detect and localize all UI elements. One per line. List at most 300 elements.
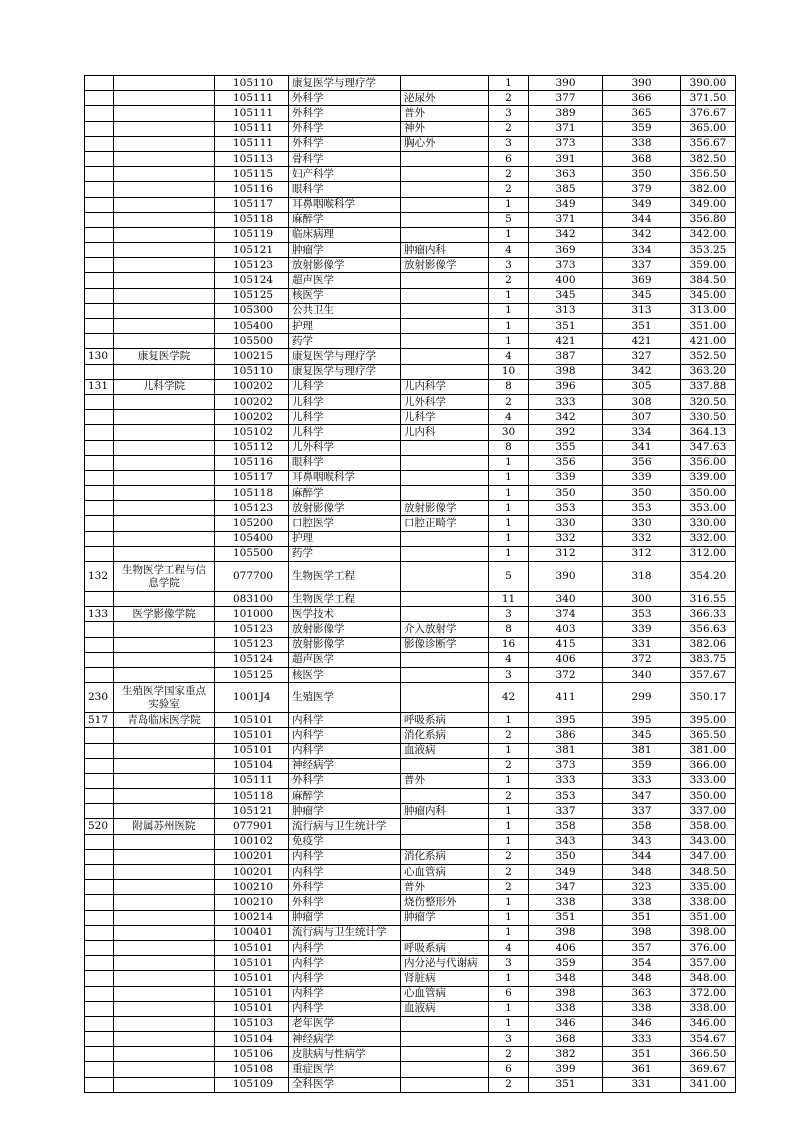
avg-score-cell: 351.00 [681, 319, 736, 334]
major-name-cell: 生物医学工程 [289, 562, 401, 592]
college-code-cell [85, 804, 114, 819]
college-name-cell [114, 288, 215, 303]
min-score-cell: 381 [603, 743, 681, 758]
avg-score-cell: 369.67 [681, 1062, 736, 1077]
admit-count-cell: 1 [489, 895, 529, 910]
major-name-cell: 皮肤病与性病学 [289, 1047, 401, 1062]
college-code-cell [85, 910, 114, 925]
major-code-cell: 105124 [215, 652, 289, 667]
direction-cell [401, 789, 489, 804]
max-score-cell: 338 [529, 1001, 603, 1016]
college-code-cell [85, 334, 114, 349]
direction-cell [401, 531, 489, 546]
min-score-cell: 351 [603, 1047, 681, 1062]
major-code-cell: 105118 [215, 789, 289, 804]
max-score-cell: 373 [529, 136, 603, 151]
table-row [85, 136, 736, 151]
max-score-cell: 395 [529, 713, 603, 728]
major-name-cell: 流行病与卫生统计学 [289, 925, 401, 940]
admit-count-cell: 3 [489, 607, 529, 622]
avg-score-cell: 366.50 [681, 1047, 736, 1062]
avg-score-cell: 365.50 [681, 728, 736, 743]
admit-count-cell: 1 [489, 197, 529, 212]
table-row [85, 212, 736, 227]
college-name-cell [114, 182, 215, 197]
table-row [85, 607, 736, 622]
avg-score-cell: 352.50 [681, 349, 736, 364]
table-row [85, 789, 736, 804]
major-name-cell: 外科学 [289, 106, 401, 121]
direction-cell: 儿内科学 [401, 379, 489, 394]
max-score-cell: 350 [529, 849, 603, 864]
avg-score-cell: 421.00 [681, 334, 736, 349]
avg-score-cell: 350.17 [681, 683, 736, 713]
max-score-cell: 349 [529, 865, 603, 880]
table-row [85, 1001, 736, 1016]
college-name-cell [114, 531, 215, 546]
avg-score-cell: 376.00 [681, 940, 736, 955]
college-code-cell [85, 273, 114, 288]
min-score-cell: 344 [603, 212, 681, 227]
college-code-cell [85, 986, 114, 1001]
avg-score-cell: 335.00 [681, 880, 736, 895]
min-score-cell: 334 [603, 425, 681, 440]
table-row [85, 334, 736, 349]
major-code-cell: 105116 [215, 455, 289, 470]
admit-count-cell: 1 [489, 834, 529, 849]
college-name-cell [114, 197, 215, 212]
college-code-cell [85, 1032, 114, 1047]
table-row [85, 303, 736, 318]
table-row [85, 667, 736, 682]
college-code-cell [85, 546, 114, 561]
college-name-cell [114, 1062, 215, 1077]
college-code-cell [85, 758, 114, 773]
max-score-cell: 356 [529, 455, 603, 470]
min-score-cell: 339 [603, 470, 681, 485]
avg-score-cell: 356.80 [681, 212, 736, 227]
college-code-cell [85, 940, 114, 955]
major-code-cell: 100401 [215, 925, 289, 940]
table-row [85, 895, 736, 910]
major-name-cell: 耳鼻咽喉科学 [289, 197, 401, 212]
avg-score-cell: 356.50 [681, 167, 736, 182]
direction-cell [401, 76, 489, 91]
admit-count-cell: 1 [489, 303, 529, 318]
college-name-cell [114, 773, 215, 788]
table-row [85, 986, 736, 1001]
direction-cell [401, 364, 489, 379]
admit-count-cell: 1 [489, 76, 529, 91]
avg-score-cell: 383.75 [681, 652, 736, 667]
college-name-cell [114, 834, 215, 849]
major-code-cell: 083100 [215, 592, 289, 607]
admit-count-cell: 1 [489, 971, 529, 986]
major-name-cell: 口腔医学 [289, 516, 401, 531]
college-code-cell [85, 895, 114, 910]
college-name-cell [114, 440, 215, 455]
major-name-cell: 妇产科学 [289, 167, 401, 182]
table-row [85, 151, 736, 166]
admit-count-cell: 3 [489, 956, 529, 971]
direction-cell: 介入放射学 [401, 622, 489, 637]
table-row [85, 758, 736, 773]
major-code-cell: 105400 [215, 531, 289, 546]
major-code-cell: 100202 [215, 379, 289, 394]
max-score-cell: 369 [529, 243, 603, 258]
direction-cell: 普外 [401, 106, 489, 121]
min-score-cell: 332 [603, 531, 681, 546]
college-code-cell [85, 227, 114, 242]
admit-count-cell: 2 [489, 121, 529, 136]
major-name-cell: 全科医学 [289, 1077, 401, 1092]
college-name-cell [114, 895, 215, 910]
avg-score-cell: 365.00 [681, 121, 736, 136]
table-row [85, 713, 736, 728]
admit-count-cell: 2 [489, 758, 529, 773]
college-code-cell [85, 834, 114, 849]
avg-score-cell: 330.50 [681, 410, 736, 425]
min-score-cell: 353 [603, 607, 681, 622]
max-score-cell: 338 [529, 895, 603, 910]
max-score-cell: 406 [529, 940, 603, 955]
min-score-cell: 342 [603, 364, 681, 379]
college-name-cell [114, 940, 215, 955]
max-score-cell: 342 [529, 410, 603, 425]
college-name-cell [114, 865, 215, 880]
admit-count-cell: 16 [489, 637, 529, 652]
college-code-cell [85, 364, 114, 379]
college-name-cell [114, 470, 215, 485]
major-name-cell: 内科学 [289, 728, 401, 743]
major-code-cell: 105500 [215, 546, 289, 561]
major-name-cell: 超声医学 [289, 273, 401, 288]
college-name-cell [114, 546, 215, 561]
college-code-cell [85, 167, 114, 182]
major-code-cell: 105500 [215, 334, 289, 349]
major-code-cell: 100202 [215, 394, 289, 409]
max-score-cell: 340 [529, 592, 603, 607]
table-row [85, 364, 736, 379]
min-score-cell: 307 [603, 410, 681, 425]
college-name-cell [114, 91, 215, 106]
avg-score-cell: 364.13 [681, 425, 736, 440]
avg-score-cell: 341.00 [681, 1077, 736, 1092]
avg-score-cell: 398.00 [681, 925, 736, 940]
major-name-cell: 儿外科学 [289, 440, 401, 455]
max-score-cell: 351 [529, 319, 603, 334]
college-code-cell [85, 121, 114, 136]
table-row [85, 106, 736, 121]
admit-count-cell: 2 [489, 865, 529, 880]
min-score-cell: 350 [603, 167, 681, 182]
admit-count-cell: 1 [489, 546, 529, 561]
avg-score-cell: 354.20 [681, 562, 736, 592]
avg-score-cell: 382.06 [681, 637, 736, 652]
max-score-cell: 398 [529, 986, 603, 1001]
major-code-cell: 105115 [215, 167, 289, 182]
major-code-cell: 105123 [215, 622, 289, 637]
admit-count-cell: 2 [489, 849, 529, 864]
college-code-cell [85, 136, 114, 151]
direction-cell [401, 667, 489, 682]
min-score-cell: 350 [603, 486, 681, 501]
min-score-cell: 369 [603, 273, 681, 288]
college-name-cell [114, 151, 215, 166]
min-score-cell: 390 [603, 76, 681, 91]
avg-score-cell: 320.50 [681, 394, 736, 409]
major-code-cell: 105101 [215, 971, 289, 986]
avg-score-cell: 347.00 [681, 849, 736, 864]
college-code-cell [85, 925, 114, 940]
min-score-cell: 372 [603, 652, 681, 667]
admit-count-cell: 1 [489, 227, 529, 242]
major-code-cell: 105101 [215, 940, 289, 955]
min-score-cell: 358 [603, 819, 681, 834]
major-name-cell: 医学技术 [289, 607, 401, 622]
major-code-cell: 100210 [215, 880, 289, 895]
major-code-cell: 105111 [215, 91, 289, 106]
college-name-cell: 医学影像学院 [114, 607, 215, 622]
admit-count-cell: 1 [489, 773, 529, 788]
max-score-cell: 411 [529, 683, 603, 713]
avg-score-cell: 376.67 [681, 106, 736, 121]
direction-cell [401, 212, 489, 227]
avg-score-cell: 382.00 [681, 182, 736, 197]
college-code-cell [85, 258, 114, 273]
major-code-cell: 105123 [215, 637, 289, 652]
direction-cell [401, 167, 489, 182]
direction-cell: 胸心外 [401, 136, 489, 151]
direction-cell: 泌尿外 [401, 91, 489, 106]
min-score-cell: 340 [603, 667, 681, 682]
direction-cell [401, 151, 489, 166]
major-name-cell: 麻醉学 [289, 212, 401, 227]
table-row [85, 1062, 736, 1077]
college-code-cell [85, 1016, 114, 1031]
major-code-cell: 105121 [215, 804, 289, 819]
direction-cell: 肾脏病 [401, 971, 489, 986]
max-score-cell: 312 [529, 546, 603, 561]
college-name-cell [114, 410, 215, 425]
college-name-cell [114, 425, 215, 440]
avg-score-cell: 312.00 [681, 546, 736, 561]
table-row [85, 470, 736, 485]
college-name-cell [114, 789, 215, 804]
min-score-cell: 356 [603, 455, 681, 470]
min-score-cell: 379 [603, 182, 681, 197]
major-code-cell: 100201 [215, 849, 289, 864]
college-name-cell [114, 319, 215, 334]
table-row [85, 501, 736, 516]
college-name-cell [114, 971, 215, 986]
table-row [85, 652, 736, 667]
max-score-cell: 351 [529, 910, 603, 925]
college-code-cell [85, 1062, 114, 1077]
major-code-cell: 105124 [215, 273, 289, 288]
major-code-cell: 105101 [215, 743, 289, 758]
admit-count-cell: 2 [489, 182, 529, 197]
direction-cell: 内分泌与代谢病 [401, 956, 489, 971]
college-code-cell [85, 773, 114, 788]
college-code-cell [85, 637, 114, 652]
major-name-cell: 公共卫生 [289, 303, 401, 318]
major-name-cell: 放射影像学 [289, 637, 401, 652]
min-score-cell: 353 [603, 501, 681, 516]
table-row [85, 1077, 736, 1092]
table-row [85, 486, 736, 501]
major-code-cell: 105111 [215, 106, 289, 121]
college-code-cell [85, 410, 114, 425]
table-row [85, 273, 736, 288]
direction-cell [401, 607, 489, 622]
table-row [85, 683, 736, 713]
college-name-cell [114, 910, 215, 925]
avg-score-cell: 357.67 [681, 667, 736, 682]
major-code-cell: 100202 [215, 410, 289, 425]
college-code-cell [85, 440, 114, 455]
major-name-cell: 外科学 [289, 121, 401, 136]
min-score-cell: 354 [603, 956, 681, 971]
table-row [85, 425, 736, 440]
table-row [85, 531, 736, 546]
max-score-cell: 345 [529, 288, 603, 303]
major-name-cell: 内科学 [289, 971, 401, 986]
admit-count-cell: 1 [489, 334, 529, 349]
min-score-cell: 347 [603, 789, 681, 804]
major-code-cell: 105125 [215, 288, 289, 303]
table-row [85, 956, 736, 971]
college-name-cell [114, 956, 215, 971]
min-score-cell: 421 [603, 334, 681, 349]
min-score-cell: 348 [603, 971, 681, 986]
min-score-cell: 323 [603, 880, 681, 895]
table-row [85, 925, 736, 940]
min-score-cell: 359 [603, 758, 681, 773]
direction-cell [401, 288, 489, 303]
max-score-cell: 372 [529, 667, 603, 682]
admit-count-cell: 4 [489, 349, 529, 364]
major-name-cell: 老年医学 [289, 1016, 401, 1031]
college-name-cell [114, 167, 215, 182]
avg-score-cell: 348.00 [681, 971, 736, 986]
direction-cell: 普外 [401, 773, 489, 788]
admit-count-cell: 1 [489, 1001, 529, 1016]
major-name-cell: 外科学 [289, 136, 401, 151]
college-name-cell [114, 804, 215, 819]
college-name-cell [114, 849, 215, 864]
college-name-cell [114, 243, 215, 258]
min-score-cell: 337 [603, 804, 681, 819]
major-code-cell: 105103 [215, 1016, 289, 1031]
college-code-cell [85, 1047, 114, 1062]
college-name-cell [114, 394, 215, 409]
admit-count-cell: 6 [489, 986, 529, 1001]
min-score-cell: 357 [603, 940, 681, 955]
major-code-cell: 105123 [215, 258, 289, 273]
table-row [85, 227, 736, 242]
direction-cell: 儿内科 [401, 425, 489, 440]
table-row [85, 622, 736, 637]
max-score-cell: 421 [529, 334, 603, 349]
admit-count-cell: 3 [489, 136, 529, 151]
major-code-cell: 105117 [215, 470, 289, 485]
max-score-cell: 403 [529, 622, 603, 637]
avg-score-cell: 347.63 [681, 440, 736, 455]
major-name-cell: 外科学 [289, 880, 401, 895]
admit-count-cell: 1 [489, 910, 529, 925]
direction-cell: 烧伤整形外 [401, 895, 489, 910]
min-score-cell: 395 [603, 713, 681, 728]
min-score-cell: 344 [603, 849, 681, 864]
table-row [85, 562, 736, 592]
college-name-cell [114, 273, 215, 288]
admit-count-cell: 11 [489, 592, 529, 607]
max-score-cell: 351 [529, 1077, 603, 1092]
min-score-cell: 342 [603, 227, 681, 242]
major-code-cell: 105112 [215, 440, 289, 455]
min-score-cell: 299 [603, 683, 681, 713]
major-name-cell: 护理 [289, 319, 401, 334]
max-score-cell: 342 [529, 227, 603, 242]
major-name-cell: 护理 [289, 531, 401, 546]
admit-count-cell: 3 [489, 258, 529, 273]
major-code-cell: 100201 [215, 865, 289, 880]
major-name-cell: 骨科学 [289, 151, 401, 166]
max-score-cell: 333 [529, 773, 603, 788]
major-code-cell: 105109 [215, 1077, 289, 1092]
avg-score-cell: 351.00 [681, 910, 736, 925]
college-name-cell: 生殖医学国家重点实验室 [114, 683, 215, 713]
direction-cell: 肿瘤学 [401, 910, 489, 925]
admit-count-cell: 1 [489, 804, 529, 819]
min-score-cell: 318 [603, 562, 681, 592]
college-name-cell [114, 501, 215, 516]
max-score-cell: 373 [529, 758, 603, 773]
college-name-cell [114, 652, 215, 667]
major-name-cell: 儿科学 [289, 379, 401, 394]
major-code-cell: 105121 [215, 243, 289, 258]
table-row [85, 410, 736, 425]
major-code-cell: 105123 [215, 501, 289, 516]
avg-score-cell: 356.63 [681, 622, 736, 637]
admit-count-cell: 2 [489, 273, 529, 288]
table-row [85, 182, 736, 197]
max-score-cell: 363 [529, 167, 603, 182]
major-code-cell: 105110 [215, 76, 289, 91]
direction-cell [401, 455, 489, 470]
direction-cell [401, 273, 489, 288]
direction-cell [401, 834, 489, 849]
min-score-cell: 331 [603, 637, 681, 652]
college-code-cell [85, 865, 114, 880]
college-code-cell [85, 728, 114, 743]
major-name-cell: 放射影像学 [289, 258, 401, 273]
max-score-cell: 390 [529, 76, 603, 91]
college-code-cell: 132 [85, 562, 114, 592]
college-name-cell [114, 303, 215, 318]
major-name-cell: 儿科学 [289, 394, 401, 409]
college-name-cell [114, 758, 215, 773]
major-name-cell: 内科学 [289, 849, 401, 864]
table-row [85, 243, 736, 258]
major-name-cell: 内科学 [289, 940, 401, 955]
major-name-cell: 肿瘤学 [289, 804, 401, 819]
direction-cell [401, 349, 489, 364]
admit-count-cell: 42 [489, 683, 529, 713]
college-code-cell [85, 303, 114, 318]
major-code-cell: 1001J4 [215, 683, 289, 713]
